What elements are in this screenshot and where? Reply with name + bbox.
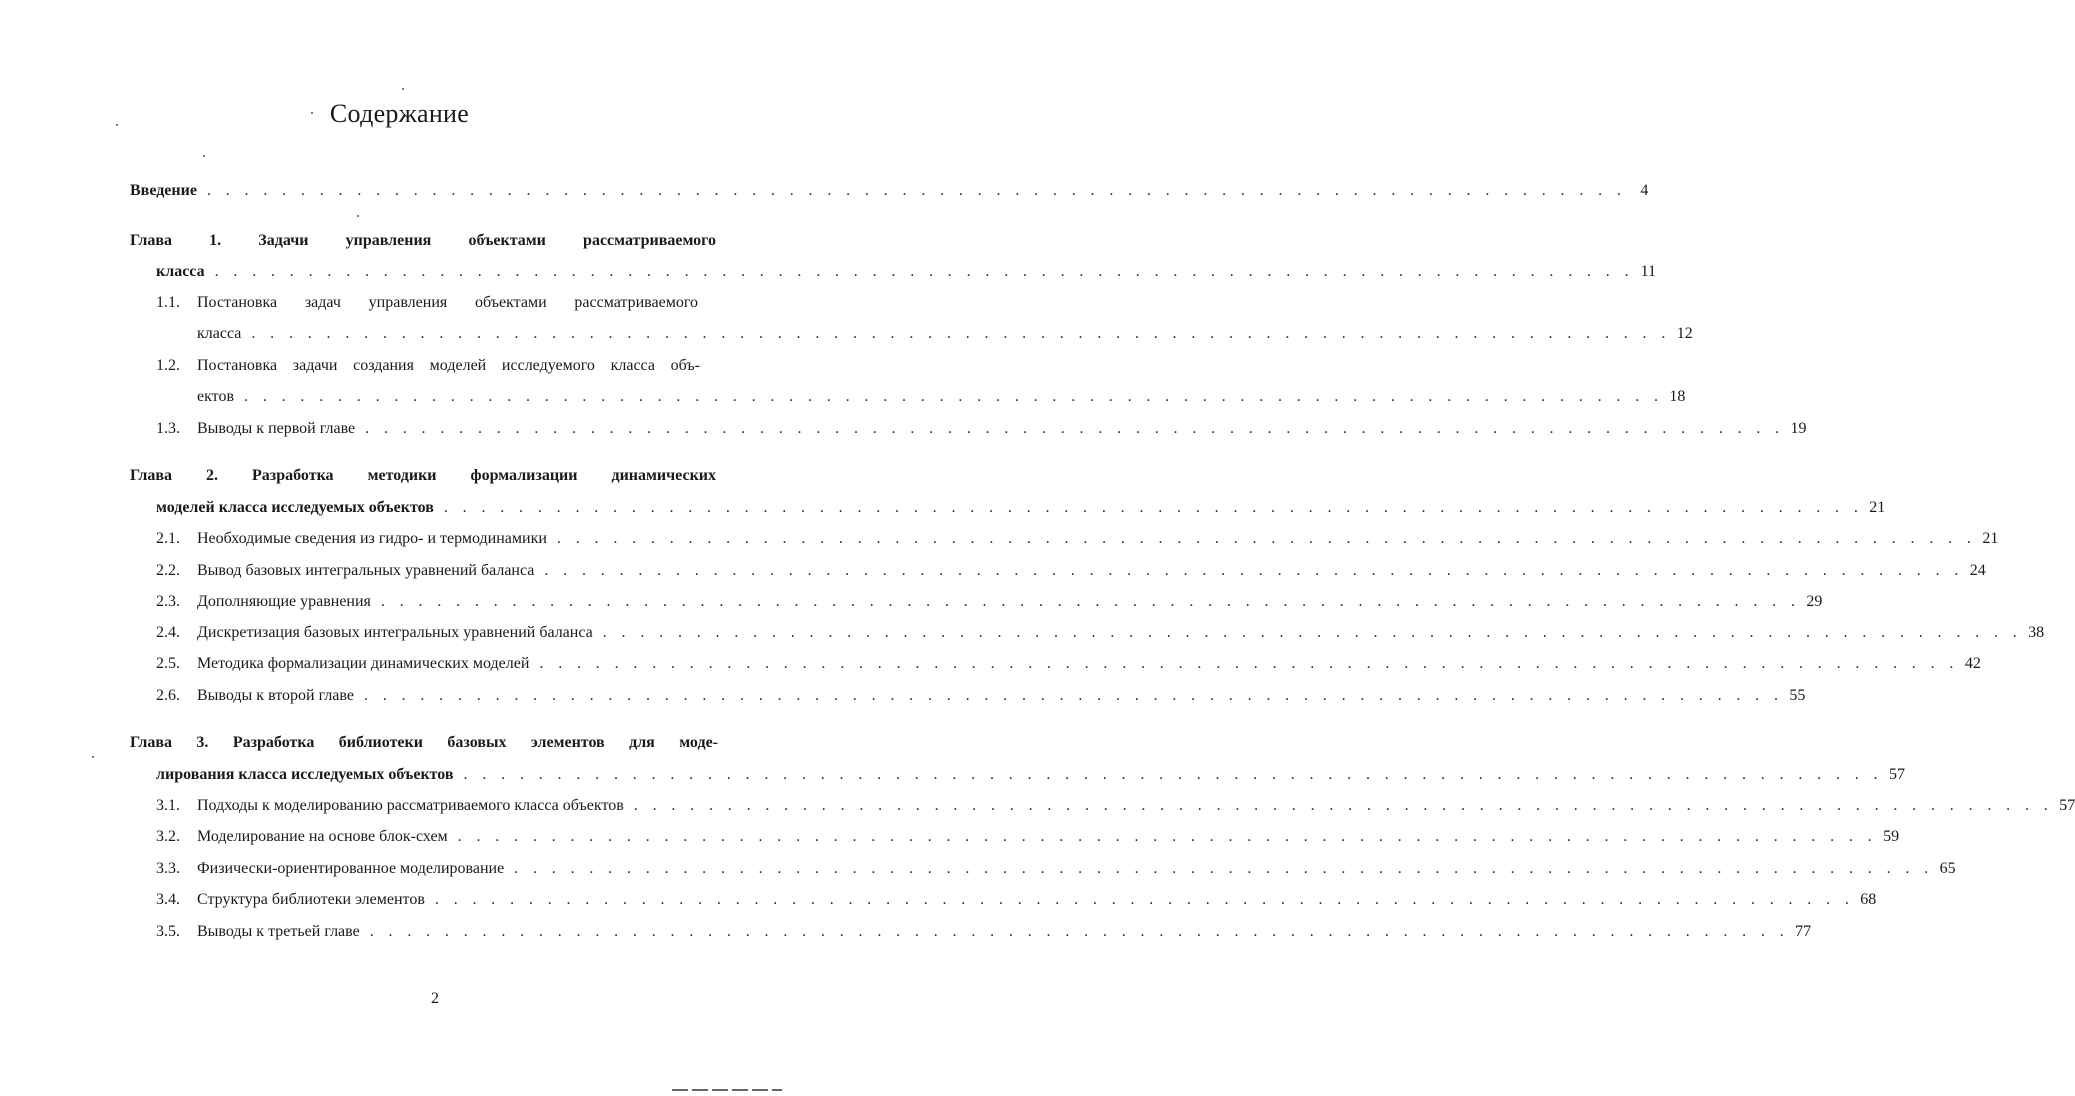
toc-chapter-title: класса [156, 263, 205, 280]
dot-leader: . . . . . . . . . . . . . . . . . . . . . . . . . . . . . . . . . . . . . . . . . . . . . . . . . . . . . . . . . . . . . . . . . . . . . . . . . . . . [251, 325, 1671, 342]
dot-leader: . . . . . . . . . . . . . . . . . . . . . . . . . . . . . . . . . . . . . . . . . . . . . . . . . . . . . . . . . . . . . . . . . . . . . . . . . . . . [633, 797, 2054, 814]
dot-leader: . . . . . . . . . . . . . . . . . . . . . . . . . . . . . . . . . . . . . . . . . . . . . . . . . . . . . . . . . . . . . . . . . . . . . . . . . . . . [369, 923, 1790, 940]
dot-leader: . . . . . . . . . . . . . . . . . . . . . . . . . . . . . . . . . . . . . . . . . . . . . . . . . . . . . . . . . . . . . . . . . . . . . . . . . . . . [363, 687, 1784, 704]
scan-speck [92, 756, 94, 758]
toc-section-number: 2.3. [156, 593, 180, 610]
toc-section-1-1-line2[interactable] [197, 322, 1693, 346]
toc-section-number: 1.2. [156, 357, 180, 374]
toc-section-title: Подходы к моделированию рассматриваемого класса объектов [197, 797, 624, 814]
toc-chapter-title: Глава 2. Разработка методики формализации динамических [130, 467, 716, 484]
toc-section-number: 3.5. [156, 923, 180, 940]
toc-section-title: ектов [197, 388, 234, 405]
toc-page-number: 29 [1806, 593, 1823, 610]
toc-section-2-4[interactable] [156, 621, 2045, 645]
toc-section-3-1[interactable] [156, 794, 2075, 818]
dot-leader: . . . . . . . . . . . . . . . . . . . . . . . . . . . . . . . . . . . . . . . . . . . . . . . . . . . . . . . . . . . . . . . . . . . . . . . . . . . . [443, 499, 1864, 516]
toc-section-number: 2.4. [156, 624, 180, 641]
toc-section-number: 2.1. [156, 530, 180, 547]
dot-leader: . . . . . . . . . . . . . . . . . . . . . . . . . . . . . . . . . . . . . . . . . . . . . . . . . . . . . . . . . . . . . . . . . . . . . . . . . . . . [514, 860, 1934, 877]
toc-page-number: 38 [2028, 624, 2045, 641]
toc-section-3-5[interactable] [156, 920, 1812, 944]
toc-section-title: Выводы к третьей главе [197, 923, 360, 940]
toc-chapter-2-title-line1[interactable] [130, 464, 716, 488]
dot-leader: . . . . . . . . . . . . . . . . . . . . . . . . . . . . . . . . . . . . . . . . . . . . . . . . . . . . . . . . . . . . . . . . . . . . . . . . . . . . [457, 828, 1878, 845]
toc-page-number: 57 [2059, 797, 2075, 814]
toc-page-number: 42 [1964, 655, 1981, 672]
toc-section-number: 1.3. [156, 420, 180, 437]
toc-section-title: Вывод базовых интегральных уравнений баланса [197, 562, 535, 579]
toc-section-number: 3.3. [156, 860, 180, 877]
toc-section-number: 3.1. [156, 797, 180, 814]
toc-page-number: 59 [1883, 828, 1900, 845]
toc-section-title: Постановка задачи создания моделей исследуемого класса объ- [197, 357, 700, 374]
toc-section-title: Моделирование на основе блок-схем [197, 828, 448, 845]
toc-section-title: Физически-ориентированное моделирование [197, 860, 505, 877]
toc-entry-label: Введение [130, 182, 197, 199]
dot-leader: . . . . . . . . . . . . . . . . . . . . . . . . . . . . . . . . . . . . . . . . . . . . . . . . . . . . . . . . . . . . . . . . . . . . . . . . . . . . [602, 624, 2023, 641]
dot-leader: . . . . . . . . . . . . . . . . . . . . . . . . . . . . . . . . . . . . . . . . . . . . . . . . . . . . . . . . . . . . . . . . . . . . . . . . . . . . [365, 420, 1785, 437]
toc-page-number: 57 [1888, 766, 1905, 783]
dot-leader: . . . . . . . . . . . . . . . . . . . . . . . . . . . . . . . . . . . . . . . . . . . . . . . . . . . . . . . . . . . . . . . . . . . . . . . . . . . . [556, 530, 1977, 547]
page-title: Содержание [329, 99, 470, 128]
toc-page-number: 11 [1640, 263, 1656, 280]
toc-section-title: Методика формализации динамических моделей [197, 655, 530, 672]
toc-page-number: 21 [1869, 499, 1886, 516]
toc-chapter-title: Глава 3. Разработка библиотеки базовых элементов для моде- [130, 734, 718, 751]
toc-section-3-3[interactable] [156, 857, 1956, 881]
scan-speck [311, 112, 313, 114]
toc-section-title: Постановка задач управления объектами рассматриваемого [197, 294, 698, 311]
toc-section-2-2[interactable] [156, 559, 1986, 583]
toc-chapter-3-title-line2[interactable] [156, 763, 1905, 787]
toc-section-number: 2.2. [156, 562, 180, 579]
dot-leader: . . . . . . . . . . . . . . . . . . . . . . . . . . . . . . . . . . . . . . . . . . . . . . . . . . . . . . . . . . . . . . . . . . . . . . . . . . . . [463, 766, 1883, 783]
toc-section-number: 2.5. [156, 655, 180, 672]
dot-leader: . . . . . . . . . . . . . . . . . . . . . . . . . . . . . . . . . . . . . . . . . . . . . . . . . . . . . . . . . . . . . . . . . . . . . . . . . . . . [544, 562, 1964, 579]
toc-page-number: 12 [1676, 325, 1693, 342]
toc-page-number: 4 [1640, 182, 1649, 199]
toc-section-2-6[interactable] [156, 684, 1806, 708]
toc-section-1-2-line2[interactable] [197, 385, 1686, 409]
scan-edge-artifact [672, 1089, 782, 1091]
dot-leader: . . . . . . . . . . . . . . . . . . . . . . . . . . . . . . . . . . . . . . . . . . . . . . . . . . . . . . . . . . . . . . . . . . . . . . . . . . . . [539, 655, 1959, 672]
toc-section-3-4[interactable] [156, 888, 1877, 912]
dot-leader: . . . . . . . . . . . . . . . . . . . . . . . . . . . . . . . . . . . . . . . . . . . . . . . . . . . . . . . . . . . . . . . . . . . . . . . . . . . . [206, 182, 1627, 199]
toc-section-title: Необходимые сведения из гидро- и термодинамики [197, 530, 547, 547]
scan-speck [402, 88, 404, 90]
toc-page-number: 68 [1860, 891, 1877, 908]
toc-section-3-2[interactable] [156, 825, 1900, 849]
toc-chapter-2-title-line2[interactable] [156, 496, 1886, 520]
toc-section-number: 1.1. [156, 294, 180, 311]
toc-section-1-2-line1[interactable] [156, 354, 700, 378]
toc-page-number: 65 [1939, 860, 1956, 877]
toc-chapter-title: Глава 1. Задачи управления объектами рассматриваемого [130, 232, 716, 249]
scan-speck [203, 155, 205, 157]
toc-entry-introduction[interactable] [130, 179, 1649, 203]
toc-section-number: 3.2. [156, 828, 180, 845]
dot-leader: . . . . . . . . . . . . . . . . . . . . . . . . . . . . . . . . . . . . . . . . . . . . . . . . . . . . . . . . . . . . . . . . . . . . . . . . . . . . [434, 891, 1855, 908]
toc-section-number: 3.4. [156, 891, 180, 908]
dot-leader: . . . . . . . . . . . . . . . . . . . . . . . . . . . . . . . . . . . . . . . . . . . . . . . . . . . . . . . . . . . . . . . . . . . . . . . . . . . . [380, 593, 1801, 610]
toc-chapter-1-title-line2[interactable] [156, 260, 1656, 284]
toc-page-number: 21 [1982, 530, 1999, 547]
toc-section-title: Дискретизация базовых интегральных уравнений баланса [197, 624, 593, 641]
toc-section-1-3[interactable] [156, 417, 1807, 441]
toc-page-number: 77 [1795, 923, 1812, 940]
toc-chapter-title: лирования класса исследуемых объектов [156, 766, 454, 783]
toc-section-number: 2.6. [156, 687, 180, 704]
toc-page-number: 18 [1669, 388, 1686, 405]
toc-page-number: 55 [1789, 687, 1806, 704]
toc-chapter-1-title-line1[interactable] [130, 229, 716, 253]
toc-section-title: Дополняющие уравнения [197, 593, 371, 610]
toc-section-title: Структура библиотеки элементов [197, 891, 425, 908]
toc-chapter-3-title-line1[interactable] [130, 731, 718, 755]
toc-section-2-5[interactable] [156, 652, 1981, 676]
page-number: 2 [431, 990, 439, 1007]
toc-page-number: 24 [1969, 562, 1986, 579]
toc-section-title: Выводы к второй главе [197, 687, 354, 704]
toc-section-2-3[interactable] [156, 590, 1823, 614]
toc-page-number: 19 [1790, 420, 1807, 437]
scan-speck [116, 124, 118, 126]
toc-section-title: Выводы к первой главе [197, 420, 356, 437]
toc-chapter-title: моделей класса исследуемых объектов [156, 499, 434, 516]
toc-section-2-1[interactable] [156, 527, 1999, 551]
dot-leader: . . . . . . . . . . . . . . . . . . . . . . . . . . . . . . . . . . . . . . . . . . . . . . . . . . . . . . . . . . . . . . . . . . . . . . . . . . . . [214, 263, 1634, 280]
dot-leader: . . . . . . . . . . . . . . . . . . . . . . . . . . . . . . . . . . . . . . . . . . . . . . . . . . . . . . . . . . . . . . . . . . . . . . . . . . . . [244, 388, 1664, 405]
toc-section-title: класса [197, 325, 242, 342]
toc-section-1-1-line1[interactable] [156, 291, 698, 315]
scan-speck [357, 215, 359, 217]
